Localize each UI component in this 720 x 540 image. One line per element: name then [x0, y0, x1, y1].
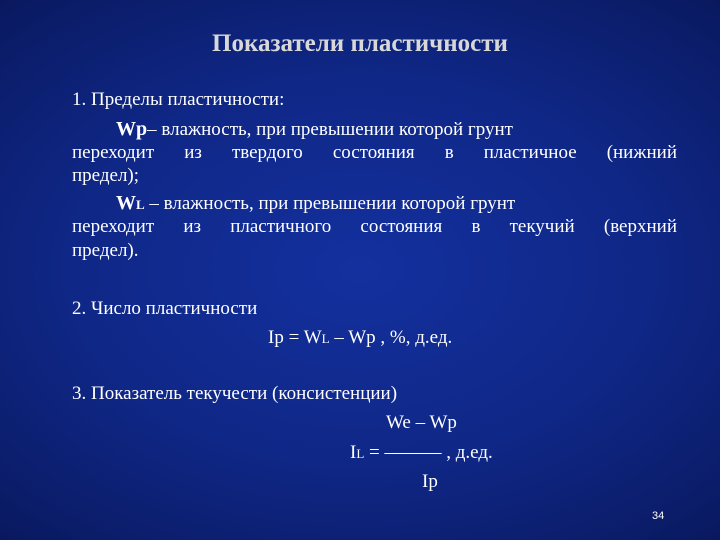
page-number: 34 — [652, 510, 665, 522]
liquidity-numerator: We – Wp — [386, 412, 457, 433]
liquidity-index-formula — [350, 441, 493, 466]
wp-definition-line2: переходит из твердого состояния в пластичное (нижний — [72, 142, 677, 163]
wp-definition-line3: предел); — [72, 165, 140, 186]
wp-symbol: Wp — [116, 118, 148, 140]
plasticity-index-formula — [268, 326, 452, 351]
wl-definition-line1 — [116, 191, 515, 217]
liquidity-denominator: Ip — [422, 471, 438, 492]
formula-suffix: – Wp , %, д.ед. — [329, 327, 453, 348]
wp-definition-line1 — [116, 117, 513, 142]
formula-prefix: Ip = W — [268, 327, 322, 348]
liquidity-lhs: I — [350, 442, 357, 463]
wl-symbol: W — [116, 192, 136, 214]
section3-heading: 3. Показатель текучести (консистенции) — [72, 383, 398, 404]
wl-definition-line2: переходит из пластичного состояния в текучий (верхний — [72, 216, 677, 237]
liquidity-lhs-subscript: L — [356, 446, 365, 461]
liquidity-equals-line: = ——— , д.ед. — [364, 442, 493, 463]
wl-definition-line3: предел). — [72, 240, 139, 261]
slide-title: Показатели пластичности — [212, 30, 508, 57]
wl-definition-text: – влажность, при превышении которой грунт — [144, 193, 516, 214]
formula-subscript: L — [321, 331, 330, 346]
section2-heading: 2. Число пластичности — [72, 298, 258, 319]
wp-definition-text: – влажность, при превышении которой грунт — [147, 119, 513, 140]
wl-symbol-subscript: L — [136, 197, 145, 212]
section1-heading: 1. Пределы пластичности: — [72, 89, 285, 110]
